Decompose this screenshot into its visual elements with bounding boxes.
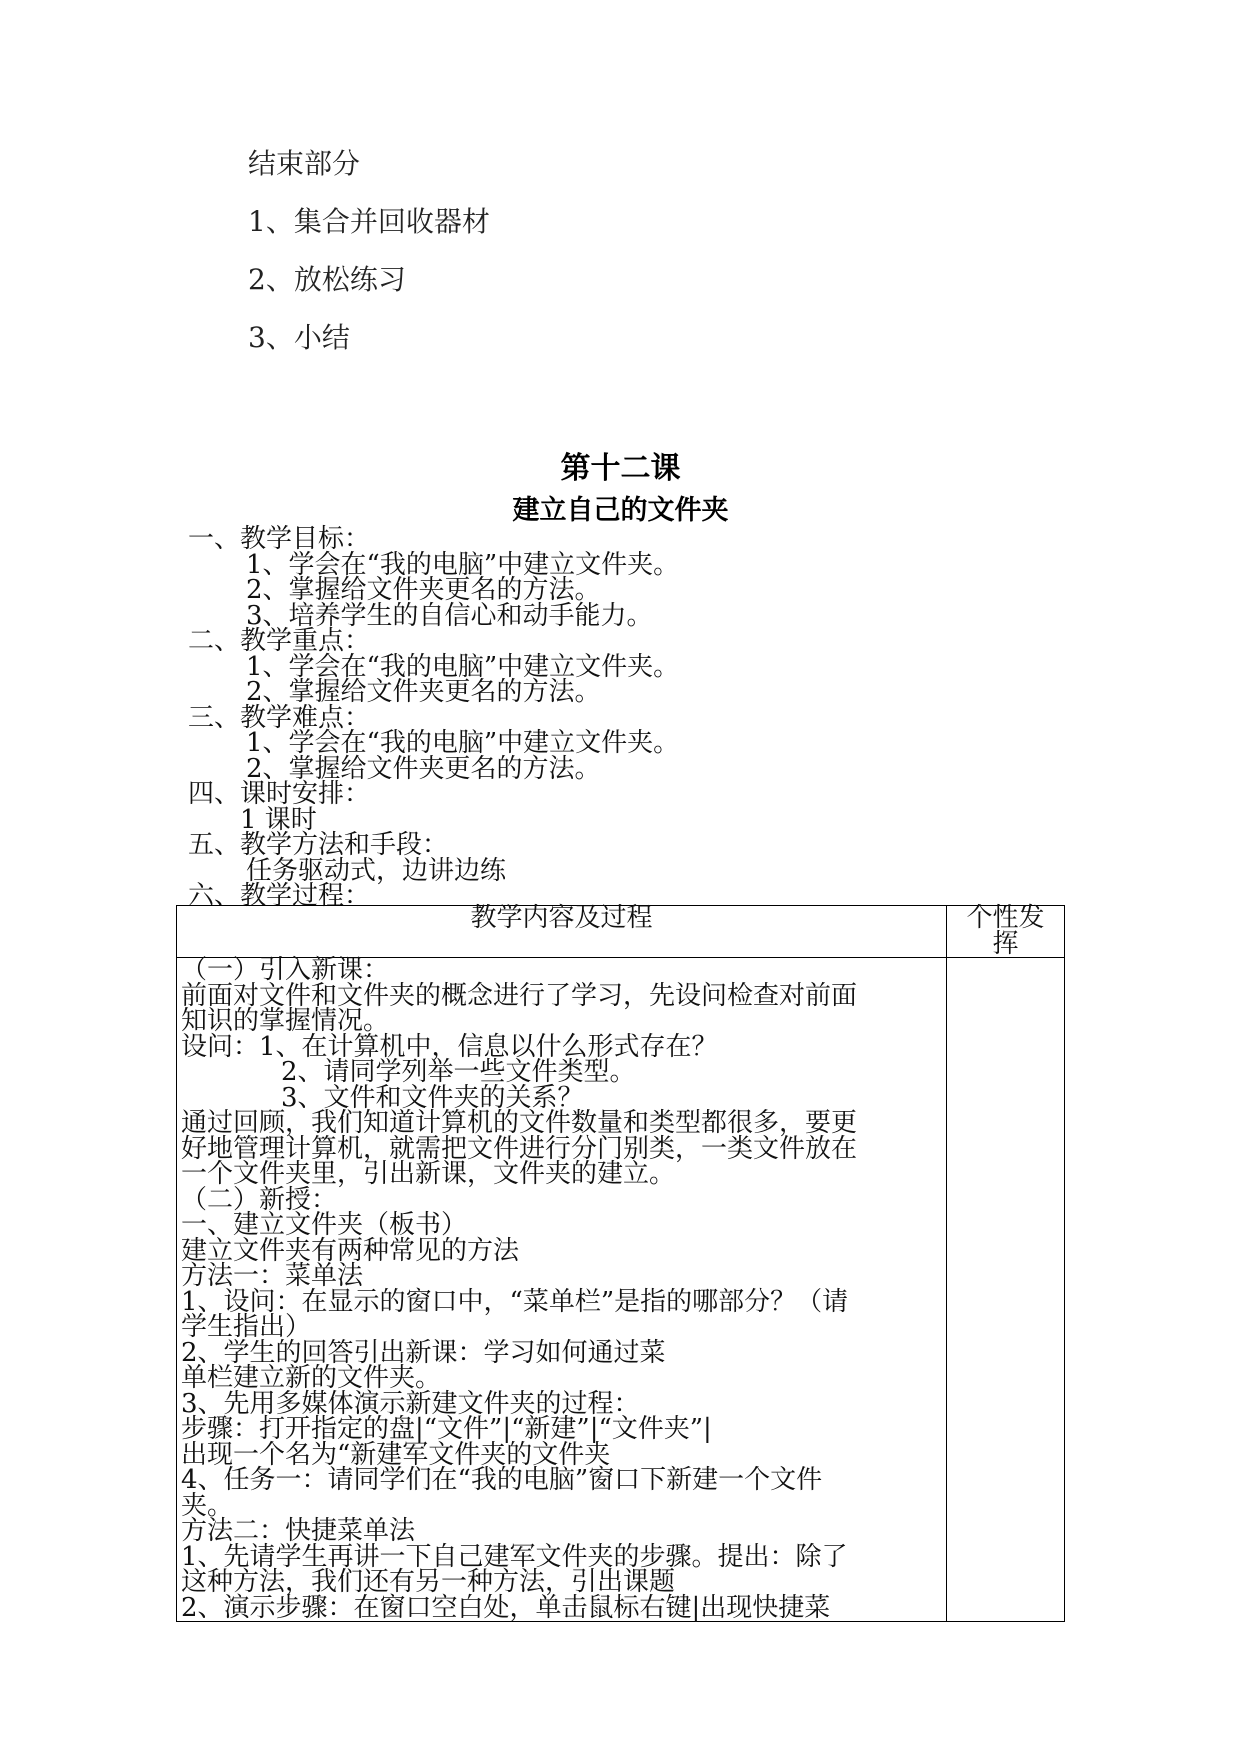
table-row — [177, 958, 1065, 1622]
lesson-title: 建立自己的文件夹 — [512, 495, 729, 526]
closing-heading: 结束部分 — [248, 147, 361, 180]
outline-item: 1 课时 — [240, 804, 317, 835]
process-line: 步骤：打开指定的盘|“文件”|“新建”|“文件夹”| — [181, 1414, 712, 1444]
process-line: 2、演示步骤：在窗口空白处，单击鼠标右键|出现快捷菜 — [181, 1592, 831, 1623]
closing-item: 2、放松练习 — [248, 263, 406, 296]
process-line: 方法二：快捷菜单法 — [181, 1516, 416, 1546]
process-line: 单栏建立新的文件夹。 — [181, 1363, 442, 1393]
process-line: 2、请同学列举一些文件类型。 — [281, 1057, 636, 1087]
outline-heading: 四、课时安排： — [188, 779, 371, 809]
closing-item: 1、集合并回收器材 — [248, 205, 490, 238]
process-line: 2、学生的回答引出新课：学习如何通过菜 — [181, 1337, 666, 1368]
outline-item: 1、学会在“我的电脑”中建立文件夹。 — [246, 651, 680, 682]
process-line: 这种方法，我们还有另一种方法，引出课题 — [181, 1567, 676, 1597]
outline-item: 2、掌握给文件夹更名的方法。 — [246, 575, 601, 605]
outline-heading: 二、教学重点： — [188, 626, 371, 656]
header-personal — [947, 903, 1065, 959]
process-line: 1、设问：在显示的窗口中，“菜单栏”是指的哪部分？（请 — [181, 1286, 849, 1317]
process-line: 通过回顾，我们知道计算机的文件数量和类型都很多，要更 — [181, 1108, 858, 1138]
lesson-number: 第十二课 — [560, 451, 681, 486]
process-line: 建立文件夹有两种常见的方法 — [181, 1235, 520, 1266]
outline-heading: 五、教学方法和手段： — [188, 830, 449, 860]
process-line: 前面对文件和文件夹的概念进行了学习，先设问检查对前面 — [181, 980, 858, 1011]
process-line: （一）引入新课： — [181, 955, 390, 985]
outline-item: 任务驱动式，边讲边练 — [246, 855, 507, 886]
process-content-cell — [177, 955, 947, 1623]
closing-item: 3、小结 — [248, 321, 350, 354]
process-line: 3、文件和文件夹的关系？ — [281, 1082, 584, 1113]
header-personal-line: 挥 — [992, 928, 1019, 959]
teaching-process-table — [176, 905, 1065, 1622]
process-line: 夹。 — [181, 1490, 234, 1521]
lesson-outline — [188, 524, 1088, 911]
process-line: 出现一个名为“新建军文件夹的文件夹 — [181, 1439, 611, 1470]
table-header-row — [177, 906, 1065, 958]
process-line: （二）新授： — [181, 1184, 338, 1215]
header-content: 教学内容及过程 — [177, 906, 947, 958]
outline-item: 2、掌握给文件夹更名的方法。 — [246, 753, 601, 784]
process-line: 知识的掌握情况。 — [181, 1006, 390, 1036]
process-line: 学生指出） — [181, 1312, 312, 1342]
process-line: 1、先请学生再讲一下自己建军文件夹的步骤。提出：除了 — [181, 1541, 848, 1572]
header-personal-line: 个性发 — [966, 903, 1045, 933]
process-line: 3、先用多媒体演示新建文件夹的过程： — [181, 1388, 640, 1419]
process-line: 方法一：菜单法 — [181, 1261, 364, 1291]
process-line: 好地管理计算机，就需把文件进行分门别类，一类文件放在 — [181, 1133, 858, 1164]
outline-heading: 三、教学难点： — [188, 702, 371, 733]
outline-heading: 一、教学目标： — [188, 524, 371, 554]
outline-item: 1、学会在“我的电脑”中建立文件夹。 — [246, 549, 680, 580]
outline-heading: 六、教学过程： — [188, 881, 371, 911]
personal-notes-cell — [947, 958, 1065, 1622]
outline-item: 3、培养学生的自信心和动手能力。 — [246, 600, 653, 631]
process-line: 一、建立文件夹（板书） — [181, 1210, 468, 1240]
process-line: 4、任务一：请同学们在“我的电脑”窗口下新建一个文件 — [181, 1465, 823, 1495]
outline-item: 2、掌握给文件夹更名的方法。 — [246, 677, 601, 707]
outline-item: 1、学会在“我的电脑”中建立文件夹。 — [246, 728, 680, 758]
process-line: 设问：1、在计算机中，信息以什么形式存在？ — [181, 1031, 718, 1062]
process-line: 一个文件夹里，引出新课，文件夹的建立。 — [181, 1159, 676, 1189]
